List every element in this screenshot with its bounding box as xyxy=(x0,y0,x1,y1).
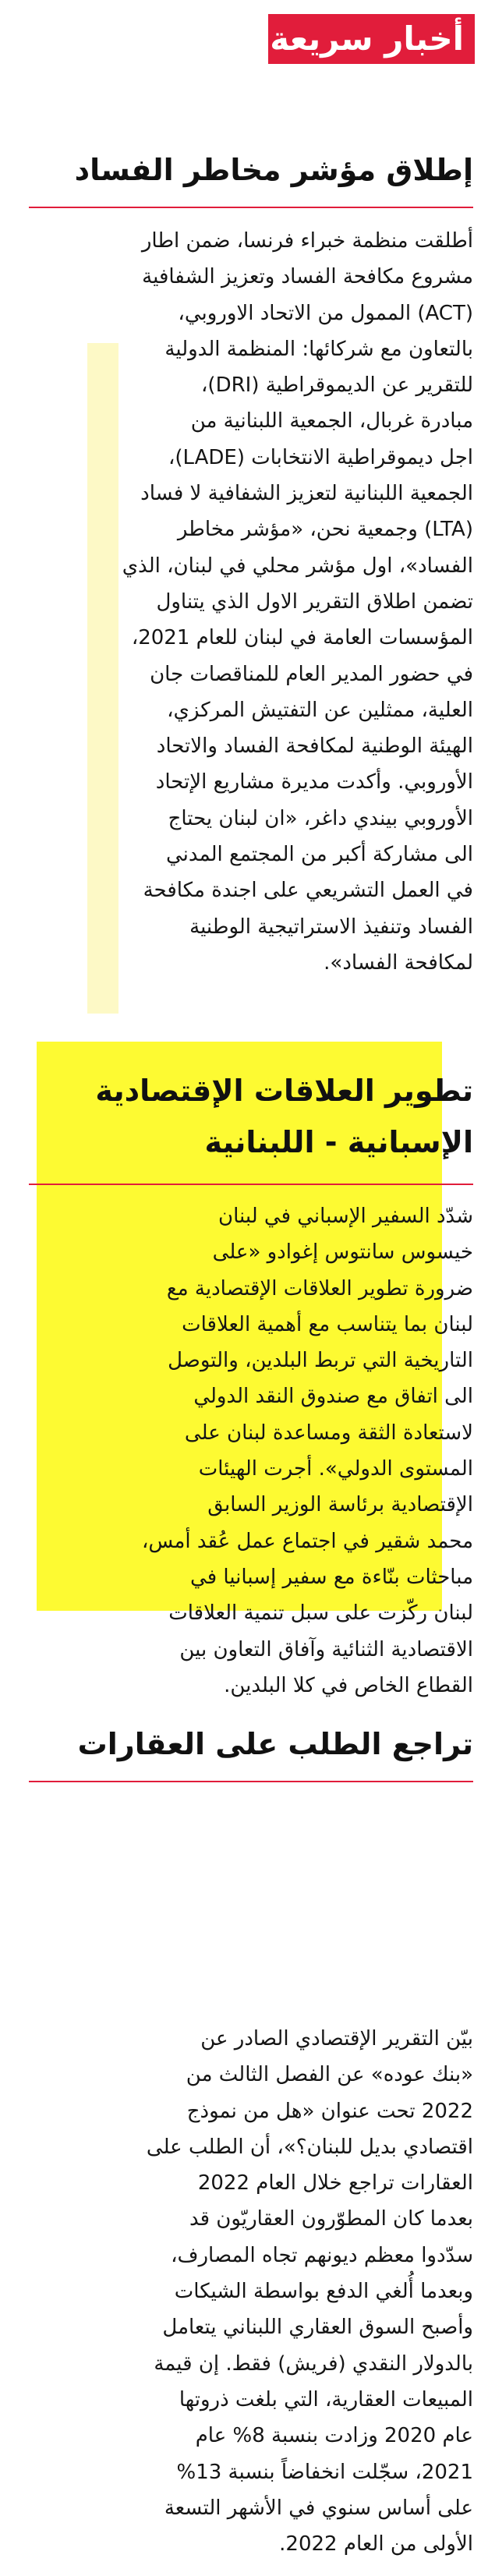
text-line: الاقتصادية الثنائية وآفاق التعاون بين xyxy=(179,1637,473,1661)
text-line: اقتصادي بديل للبنان؟»، أن الطلب على xyxy=(146,2135,473,2159)
text-line: مشروع مكافحة الفساد وتعزيز الشفافية xyxy=(142,265,473,289)
text-line: لبنان ركّزت على سبل تنمية العلاقات xyxy=(168,1601,473,1626)
text-line: 2022 تحت عنوان «هل من نموذج xyxy=(186,2099,473,2123)
text-line: الهيئة الوطنية لمكافحة الفساد والاتحاد xyxy=(156,734,473,759)
section-banner-title: أخبار سريعة xyxy=(270,19,464,58)
text-line: الجمعية اللبنانية لتعزيز الشفافية لا فساد xyxy=(140,482,473,506)
text-line: العلية، ممثلين عن التفتيش المركزي، xyxy=(167,698,473,722)
article-1-title: إطلاق مؤشر مخاطر الفساد xyxy=(74,153,473,187)
text-line: «بنك عوده» عن الفصل الثالث من xyxy=(186,2063,473,2087)
text-line: على أساس سنوي في الأشهر التسعة xyxy=(164,2496,473,2520)
text-line: بالتعاون مع شركائها: المنظمة الدولية xyxy=(164,337,473,361)
text-line: الإقتصادية برئاسة الوزير السابق xyxy=(207,1493,473,1517)
article-3-title: تراجع الطلب على العقارات xyxy=(77,1727,473,1761)
article-1-body xyxy=(29,223,473,981)
section-banner xyxy=(268,14,475,64)
text-line: بعدما كان المطوّرون العقاريّون قد xyxy=(189,2207,473,2231)
text-line: (ACT) الممول من الاتحاد الاوروبي، xyxy=(178,301,473,325)
text-line: لمكافحة الفساد». xyxy=(324,950,473,975)
text-line: الى اتفاق مع صندوق النقد الدولي xyxy=(193,1385,473,1409)
text-line: في حضور المدير العام للمناقصات جان xyxy=(150,662,473,686)
text-line: الأولى من العام 2022. xyxy=(279,2532,473,2557)
text-line: الأوروبي. وأكدت مديرة مشاريع الإتحاد xyxy=(155,770,473,794)
text-line: اجل ديموقراطية الانتخابات (LADE)، xyxy=(168,445,473,469)
text-line: الفساد وتنفيذ الاستراتيجية الوطنية xyxy=(189,915,473,939)
text-line: الى مشاركة أكبر من المجتمع المدني xyxy=(166,843,473,867)
text-line: التاريخية التي تربط البلدين، والتوصل xyxy=(168,1349,473,1373)
text-line: المؤسسات العامة في لبنان للعام 2021، xyxy=(131,626,473,650)
text-line: خيسوس سانتوس إغوادو «على xyxy=(212,1240,473,1265)
text-line: شدّد السفير الإسباني في لبنان xyxy=(218,1205,473,1228)
text-line: بالدولار النقدي (فريش) فقط. إن قيمة xyxy=(154,2351,473,2376)
text-line: مباحثات بنّاءة مع سفير إسبانيا في xyxy=(190,1565,473,1589)
text-line: الفساد»، اول مؤشر محلي في لبنان، الذي xyxy=(122,554,473,578)
text-line: (LTA) وجمعية نحن، «مؤشر مخاطر xyxy=(177,518,473,542)
text-line: مبادرة غربال، الجمعية اللبنانية من xyxy=(190,409,473,433)
article-2-divider xyxy=(29,1184,473,1185)
text-line: المبيعات العقارية، التي بلغت ذروتها xyxy=(179,2387,473,2411)
text-line: 2021، سجّلت انخفاضاً بنسبة 13% xyxy=(176,2460,473,2484)
text-line: وبعدما أُلغي الدفع بواسطة الشيكات xyxy=(174,2280,473,2304)
text-line: الأوروبي بيندي داغر، «ان لبنان يحتاج xyxy=(168,806,473,830)
article-3-divider xyxy=(29,1781,473,1782)
text-line: وأصبح السوق العقاري اللبناني يتعامل xyxy=(162,2316,473,2340)
text-line: سدّدوا معظم ديونهم تجاه المصارف، xyxy=(171,2243,473,2267)
article-2-title-line-2: الإسبانية - اللبنانية xyxy=(204,1125,473,1159)
text-line: لاستعادة الثقة ومساعدة لبنان على xyxy=(184,1421,473,1445)
text-line: في العمل التشريعي على اجندة مكافحة xyxy=(143,879,473,903)
article-1-divider xyxy=(29,207,473,208)
article-2-title-line-1: تطوير العلاقات الإقتصادية xyxy=(95,1074,473,1108)
text-line: أطلقت منظمة خبراء فرنسا، ضمن اطار xyxy=(141,229,473,253)
text-line: العقارات تراجع خلال العام 2022 xyxy=(197,2171,473,2196)
article-2-body xyxy=(29,1198,473,1704)
article-3-body xyxy=(29,2021,473,2562)
text-line: لبنان بما يتناسب مع أهمية العلاقات xyxy=(182,1312,473,1336)
text-line: القطاع الخاص في كلا البلدين. xyxy=(224,1673,473,1697)
text-line: محمد شقير في اجتماع عمل عُقد أمس، xyxy=(141,1529,473,1553)
text-line: للتقرير عن الديموقراطية (DRI)، xyxy=(201,373,473,398)
text-line: ضرورة تطوير العلاقات الإقتصادية مع xyxy=(166,1276,473,1300)
text-line: بيّن التقرير الإقتصادي الصادر عن xyxy=(200,2027,473,2051)
text-line: المستوى الدولي». أجرت الهيئات xyxy=(198,1457,473,1481)
text-line: تضمن اطلاق التقرير الاول الذي يتناول xyxy=(156,589,473,614)
text-line: عام 2020 وزادت بنسبة 8% عام xyxy=(195,2424,473,2448)
